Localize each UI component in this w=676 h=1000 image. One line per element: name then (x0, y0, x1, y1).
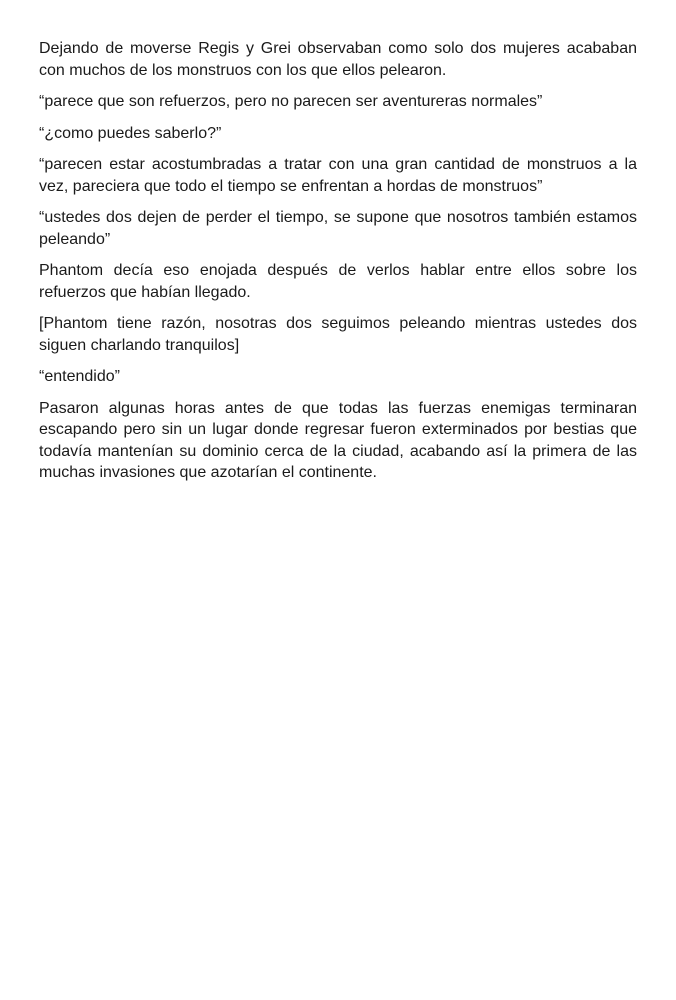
paragraph: Pasaron algunas horas antes de que todas las fuerzas enemigas terminaran escapando pero sin un lugar donde regresar fueron exterminados por bestias que todavía mantenían su dominio cerca de la ciudad, acabando así la primera de las muchas invasiones que azotarían el continente. (39, 399, 637, 481)
paragraph: “¿como puedes saberlo?” (39, 124, 222, 142)
paragraph: “ustedes dos dejen de perder el tiempo, se supone que nosotros también estamos peleando” (39, 209, 637, 248)
document-body (39, 38, 637, 494)
paragraph: [Phantom tiene razón, nosotras dos seguimos peleando mientras ustedes dos siguen charlando tranquilos] (39, 315, 637, 354)
paragraph: Phantom decía eso enojada después de verlos hablar entre ellos sobre los refuerzos que habían llegado. (39, 262, 637, 301)
paragraph: “entendido” (39, 368, 120, 385)
paragraph: “parecen estar acostumbradas a tratar con una gran cantidad de monstruos a la vez, pareciera que todo el tiempo se enfrentan a hordas de monstruos” (39, 156, 637, 195)
paragraph: “parece que son refuerzos, pero no parecen ser aventureras normales” (39, 93, 543, 110)
paragraph: Dejando de moverse Regis y Grei observaban como solo dos mujeres acababan con muchos de los monstruos con los que ellos pelearon. (39, 40, 637, 79)
